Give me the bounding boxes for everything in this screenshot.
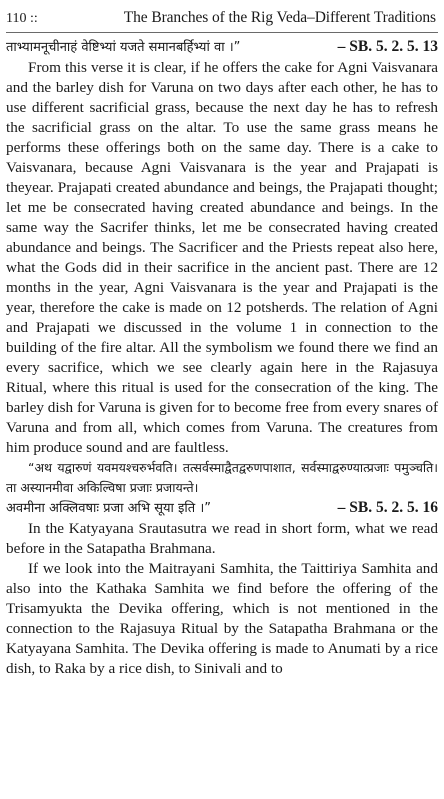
verse-2-last-line: अवमीना अक्लिवषाः प्रजा अभि सूया इति ।” <box>6 501 211 516</box>
sanskrit-verse-1 <box>6 37 438 58</box>
sanskrit-verse-2: “अथ यद्वारुणं यवमयश्चरुर्भवति। तत्सर्वस्माद्वैतद्वरुणपाशात, सर्वस्माद्वरुण्यात्प्रजाः पमुञ्चति। ता अस्यानमीवा अकिल्विषा प्रजाः प्रजायन्ते। <box>6 460 438 495</box>
body-paragraph-3: If we look into the Maitrayani Samhita, the Taittiriya Samhita and also into the Kathaka Samhita we find before the offering of the Trisamyukta the Devika offering, which is not mentioned in the connection to the Rajasuya Ritual by the Satapatha Brahmana or the Katyayana Samhita. The Devika offering is made to Anumati by a rice dish, to Raka by a rice dish, to Sinivali and to <box>6 560 438 677</box>
verse-1-text: ताभ्यामनूचीनाहं वेष्टिभ्यां यजते समानबर्हिभ्यां वा ।” <box>6 40 241 55</box>
body-paragraph-1: From this verse it is clear, if he offers the cake for Agni Vaisvanara and the barley dish for Varuna on two days after each other, he has to use different sacrificial grass, because the next day he has to refresh the sacrificial grass on the altar. To use the same grass means he performs these offerings both on the same day. There is a cake to Vaisvanara, because Agni Vaisvanara is the year and Prajapati is theyear. Prajapati created abundance and beings, the Prajapati thought; let me be consecrated having created abundance and beings. In the same way the Sacrifer thinks, let me be consecrated having created abundance and beings. The Sacrificer and the Priests repeat also here, what the Gods did in their sacrifice in the ancient past. There are 12 months in the year, Agni Vaisvanara is the year and Prajapati is the year, therefore the cake is made on 12 potsherds. The relation of Agni and Prajapati we discussed in the volume 1 in connection to the building of the fire altar. All the symbolism we found there we find an every sacrifice, which we see clearly again here in the Rajasuya Ritual, where this ritual is used for the consecration of the king. The barley dish for Varuna is given for to become free from every snares of Varuna and from all, which comes from Varuna. The creatures from him produce sound and are faultless. <box>6 59 438 456</box>
book-page <box>6 8 438 679</box>
page-number: 110 :: <box>6 11 38 26</box>
verse-2-reference: – SB. 5. 2. 5. 16 <box>337 499 438 516</box>
sanskrit-verse-2-end <box>6 498 438 519</box>
running-header <box>6 8 438 33</box>
verse-1-reference: – SB. 5. 2. 5. 13 <box>337 38 438 55</box>
body-paragraph-2: In the Katyayana Srautasutra we read in short form, what we read before in the Satapatha Brahmana. <box>6 520 438 557</box>
running-title: The Branches of the Rig Veda–Different Traditions <box>123 9 436 26</box>
